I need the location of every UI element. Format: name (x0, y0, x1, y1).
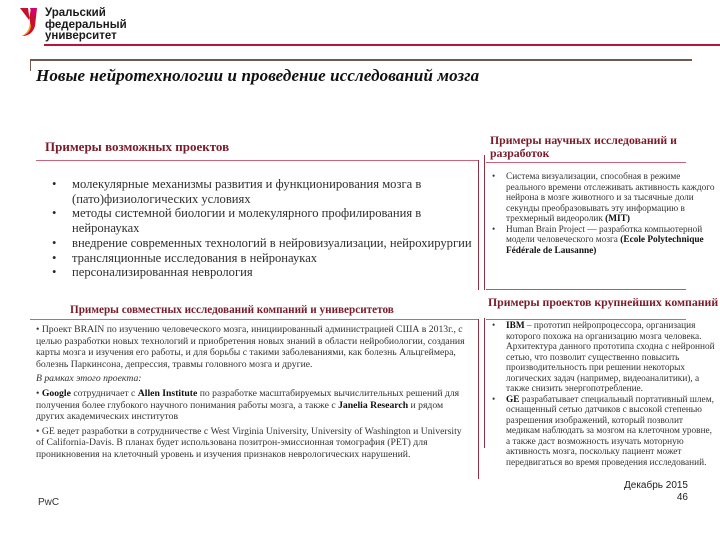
text: по разработке масштабируемых вычислительных решений для получения более глубокого научного понимания работы мозга, а также с (36, 387, 460, 411)
text: ведет разработки в сотрудничестве с West Virginia University, University of Washington и University of California-Davis. В планах будет использована позитрон-эмиссионная томография (PET) для проникновения на клеточный уровень и изучения признаков неврологических нарушений. (36, 425, 462, 460)
possible-projects-heading: Примеры возможных проектов (45, 139, 230, 154)
column-divider-upper (478, 160, 479, 290)
list-item (490, 321, 718, 395)
header-accent-rule (44, 44, 720, 46)
page-title: Новые нейротехнологии и проведение исследований мозга (36, 66, 480, 85)
item-text: Система визуализации, способная в режиме реального времени отслеживать активность каждого нейрона в мозге животного и за тысячные доли секунды преобразовывать эту информацию в трехмерный видеоролик (506, 172, 715, 224)
title-top-rule (30, 59, 692, 61)
university-logo-icon (18, 6, 38, 38)
list-item: • внедрение современных технологий в нейровизуализации, нейрохирургии (52, 236, 472, 251)
right-section-separator (486, 289, 686, 290)
text: сотрудничает с (70, 387, 138, 399)
company-projects-list (490, 321, 718, 468)
university-name-line2: федеральный (45, 18, 127, 31)
list-item (490, 395, 718, 469)
org-allen-institute: Allen Institute (137, 387, 198, 399)
company-projects-heading: Примеры проектов крупнейших компаний (488, 295, 719, 309)
list-item: • методы системной биологии и молекулярного профилирования в нейронауках (52, 206, 472, 235)
joint-research-rule (30, 319, 478, 320)
university-name (45, 8, 127, 43)
google-paragraph (36, 388, 468, 423)
org-google: Google (41, 387, 71, 399)
right-box-border-lower (484, 318, 485, 448)
footer-date-block (624, 480, 688, 504)
university-name-line1: Уральский (45, 7, 106, 19)
list-item: • персонализированная неврология (52, 265, 472, 280)
org-name: IBM (506, 321, 525, 331)
title-rule-tick (30, 59, 31, 71)
page-number: 46 (676, 492, 688, 503)
company-projects-rule (486, 319, 686, 320)
org-ge: GE (41, 425, 55, 437)
org-janelia-research: Janelia Research (338, 399, 409, 411)
item-text: – прототип нейропроцессора, организация которого похожа на организацию мозга человека. Архитектура данного прототипа сходна с нейронной сетью, что позволит существенно повысить производительность при решении некоторых логических задач (например, видеоаналитики), а также снизить энергопотребление. (506, 321, 715, 394)
footer-company: PwC (38, 497, 60, 508)
text: и рядом других академических институтов (36, 399, 444, 423)
org-name: GE (506, 394, 520, 405)
item-text: Human Brain Project — разработка компьютерной модели человеческого мозга (506, 224, 703, 245)
framework-label: В рамках этого проекта: (36, 373, 142, 385)
possible-projects-rule (36, 160, 478, 161)
scientific-research-heading: Примеры научных исследований и разработок (490, 133, 677, 160)
bullet: • (36, 387, 42, 399)
bullet: • (36, 425, 42, 437)
item-source: (MIT) (605, 214, 630, 224)
possible-projects-list (52, 177, 472, 280)
joint-research-heading: Примеры совместных исследований компаний и университетов (70, 304, 394, 316)
right-box-border-upper (484, 155, 485, 290)
footer-date: Декабрь 2015 (623, 480, 688, 491)
university-name-line3: университет (45, 30, 117, 42)
joint-research-body (36, 324, 468, 464)
list-item (490, 225, 718, 257)
scientific-research-list (490, 172, 718, 256)
item-source: (Ecole Polytechnique Fédérale de Lausanne) (506, 235, 704, 256)
scientific-research-rule (486, 162, 686, 163)
ge-paragraph (36, 426, 468, 461)
column-divider-lower (478, 319, 479, 479)
item-text: разрабатывает специальный портативный шлем, оснащенный сетью датчиков с высокой степенью разрешения изображений, который позволит медикам наблюдать за мозгом на клеточном уровне, а также даст возможность изучать моторную активность мозга, поскольку пациент может передвигаться во время проведения исследований. (506, 394, 714, 468)
brain-project-paragraph: • Проект BRAIN по изучению человеческого мозга, инициированный администрацией США в 2013г., с целью разработки новых технологий и приобретения новых знаний в области нейробиологии, создания карты мозга и изучения его работы, и для борьбы с такими заболеваниями, как болезнь Альцгеймера, болезнь Паркинсона, депрессия, травмы головного мозга и другие. (36, 324, 465, 370)
list-item: • молекулярные механизмы развития и функционирования мозга в (пато)физиологических условиях (52, 177, 472, 206)
list-item: • трансляционные исследования в нейронауках (52, 251, 472, 266)
list-item (490, 172, 718, 225)
